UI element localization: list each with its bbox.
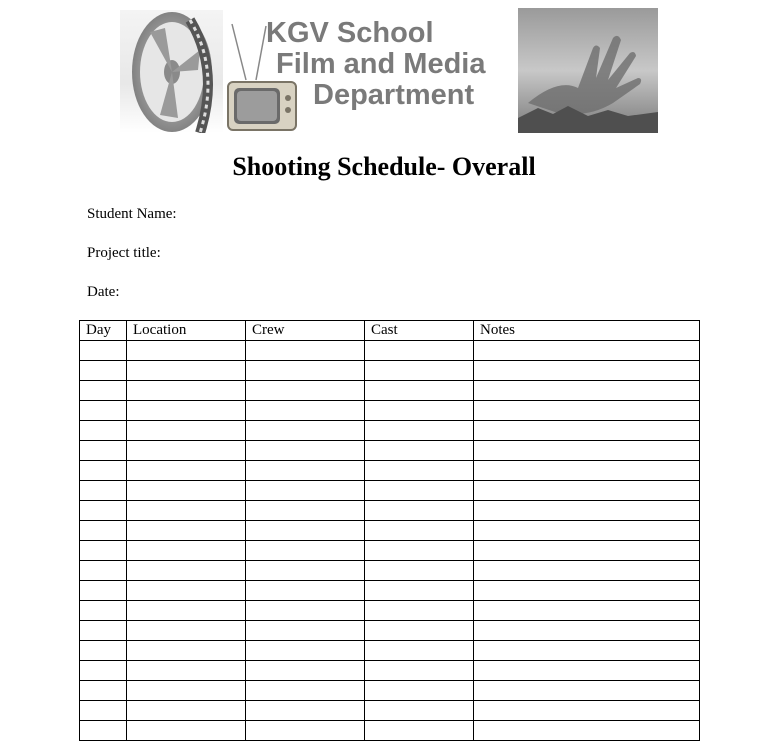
table-row bbox=[80, 561, 700, 581]
column-header-cast: Cast bbox=[365, 321, 474, 341]
table-cell bbox=[474, 441, 700, 461]
table-cell bbox=[474, 501, 700, 521]
table-cell bbox=[127, 381, 246, 401]
table-row bbox=[80, 421, 700, 441]
table-cell bbox=[474, 701, 700, 721]
table-cell bbox=[474, 381, 700, 401]
table-row bbox=[80, 541, 700, 561]
table-cell bbox=[80, 561, 127, 581]
table-cell bbox=[80, 681, 127, 701]
table-cell bbox=[474, 421, 700, 441]
table-cell bbox=[365, 641, 474, 661]
table-cell bbox=[80, 641, 127, 661]
table-row bbox=[80, 501, 700, 521]
table-cell bbox=[127, 561, 246, 581]
page-title: Shooting Schedule- Overall bbox=[232, 152, 536, 181]
column-header-crew: Crew bbox=[246, 321, 365, 341]
table-cell bbox=[127, 401, 246, 421]
table-cell bbox=[365, 621, 474, 641]
table-cell bbox=[127, 341, 246, 361]
table-row bbox=[80, 341, 700, 361]
table-cell bbox=[80, 581, 127, 601]
table-cell bbox=[365, 701, 474, 721]
table-cell bbox=[246, 501, 365, 521]
table-cell bbox=[474, 401, 700, 421]
table-cell bbox=[365, 661, 474, 681]
table-cell bbox=[246, 661, 365, 681]
table-cell bbox=[474, 481, 700, 501]
table-cell bbox=[127, 701, 246, 721]
table-cell bbox=[474, 601, 700, 621]
column-header-location: Location bbox=[127, 321, 246, 341]
table-cell bbox=[365, 541, 474, 561]
table-cell bbox=[246, 581, 365, 601]
table-cell bbox=[474, 361, 700, 381]
table-cell bbox=[246, 521, 365, 541]
table-cell bbox=[127, 721, 246, 741]
table-cell bbox=[474, 661, 700, 681]
table-cell bbox=[246, 381, 365, 401]
table-cell bbox=[474, 681, 700, 701]
banner-line-2: Film and Media bbox=[276, 48, 486, 80]
table-row bbox=[80, 641, 700, 661]
table-cell bbox=[246, 481, 365, 501]
table-cell bbox=[246, 701, 365, 721]
table-cell bbox=[80, 701, 127, 721]
table-cell bbox=[127, 521, 246, 541]
table-cell bbox=[365, 581, 474, 601]
table-cell bbox=[80, 601, 127, 621]
table-cell bbox=[80, 501, 127, 521]
table-cell bbox=[246, 681, 365, 701]
table-cell bbox=[365, 461, 474, 481]
table-cell bbox=[127, 661, 246, 681]
hand-silhouette-image bbox=[518, 8, 658, 133]
table-cell bbox=[80, 441, 127, 461]
table-row bbox=[80, 601, 700, 621]
table-cell bbox=[246, 361, 365, 381]
table-cell bbox=[127, 601, 246, 621]
table-row bbox=[80, 681, 700, 701]
table-cell bbox=[474, 521, 700, 541]
table-cell bbox=[365, 341, 474, 361]
table-cell bbox=[80, 521, 127, 541]
date-label: Date: bbox=[87, 284, 120, 300]
table-cell bbox=[365, 361, 474, 381]
table-cell bbox=[80, 541, 127, 561]
table-cell bbox=[127, 581, 246, 601]
column-header-day: Day bbox=[80, 321, 127, 341]
table-row bbox=[80, 401, 700, 421]
table-cell bbox=[246, 621, 365, 641]
table-row bbox=[80, 361, 700, 381]
table-cell bbox=[127, 361, 246, 381]
table-cell bbox=[80, 421, 127, 441]
table-row bbox=[80, 721, 700, 741]
banner-line-3: Department bbox=[313, 79, 475, 111]
table-cell bbox=[127, 461, 246, 481]
table-cell bbox=[127, 541, 246, 561]
table-cell bbox=[246, 341, 365, 361]
table-row bbox=[80, 381, 700, 401]
table-cell bbox=[474, 641, 700, 661]
table-cell bbox=[365, 601, 474, 621]
table-cell bbox=[365, 521, 474, 541]
table-cell bbox=[365, 401, 474, 421]
table-cell bbox=[365, 501, 474, 521]
table-row bbox=[80, 481, 700, 501]
table-cell bbox=[80, 721, 127, 741]
table-cell bbox=[127, 501, 246, 521]
table-cell bbox=[474, 581, 700, 601]
table-cell bbox=[80, 621, 127, 641]
table-cell bbox=[80, 661, 127, 681]
table-row bbox=[80, 521, 700, 541]
table-cell bbox=[127, 441, 246, 461]
table-cell bbox=[246, 641, 365, 661]
table-cell bbox=[127, 481, 246, 501]
table-cell bbox=[474, 721, 700, 741]
table-cell bbox=[80, 481, 127, 501]
header-banner bbox=[120, 8, 658, 133]
table-cell bbox=[246, 561, 365, 581]
table-cell bbox=[365, 561, 474, 581]
table-row bbox=[80, 461, 700, 481]
table-cell bbox=[246, 541, 365, 561]
table-cell bbox=[127, 641, 246, 661]
film-reel-image bbox=[120, 10, 223, 133]
table-row bbox=[80, 581, 700, 601]
table-cell bbox=[365, 721, 474, 741]
table-cell bbox=[80, 461, 127, 481]
table-cell bbox=[127, 681, 246, 701]
banner-line-1: KGV School bbox=[266, 17, 434, 49]
table-cell bbox=[365, 421, 474, 441]
table-header-row bbox=[80, 321, 700, 341]
table-cell bbox=[246, 401, 365, 421]
table-cell bbox=[474, 341, 700, 361]
table-cell bbox=[365, 481, 474, 501]
table-row bbox=[80, 441, 700, 461]
table-cell bbox=[474, 461, 700, 481]
table-cell bbox=[246, 601, 365, 621]
schedule-table bbox=[79, 320, 700, 741]
column-header-notes: Notes bbox=[474, 321, 700, 341]
table-cell bbox=[80, 401, 127, 421]
table-cell bbox=[127, 621, 246, 641]
table-cell bbox=[80, 381, 127, 401]
table-cell bbox=[246, 421, 365, 441]
table-cell bbox=[474, 561, 700, 581]
table-cell bbox=[127, 421, 246, 441]
table-cell bbox=[246, 721, 365, 741]
table-cell bbox=[80, 361, 127, 381]
banner-heading bbox=[266, 18, 485, 111]
table-cell bbox=[246, 461, 365, 481]
table-cell bbox=[474, 621, 700, 641]
table-cell bbox=[365, 381, 474, 401]
project-title-label: Project title: bbox=[87, 245, 161, 261]
table-cell bbox=[365, 441, 474, 461]
table-cell bbox=[365, 681, 474, 701]
table-row bbox=[80, 701, 700, 721]
table-cell bbox=[80, 341, 127, 361]
table-row bbox=[80, 661, 700, 681]
table-row bbox=[80, 621, 700, 641]
student-name-label: Student Name: bbox=[87, 206, 177, 222]
table-cell bbox=[474, 541, 700, 561]
table-cell bbox=[246, 441, 365, 461]
